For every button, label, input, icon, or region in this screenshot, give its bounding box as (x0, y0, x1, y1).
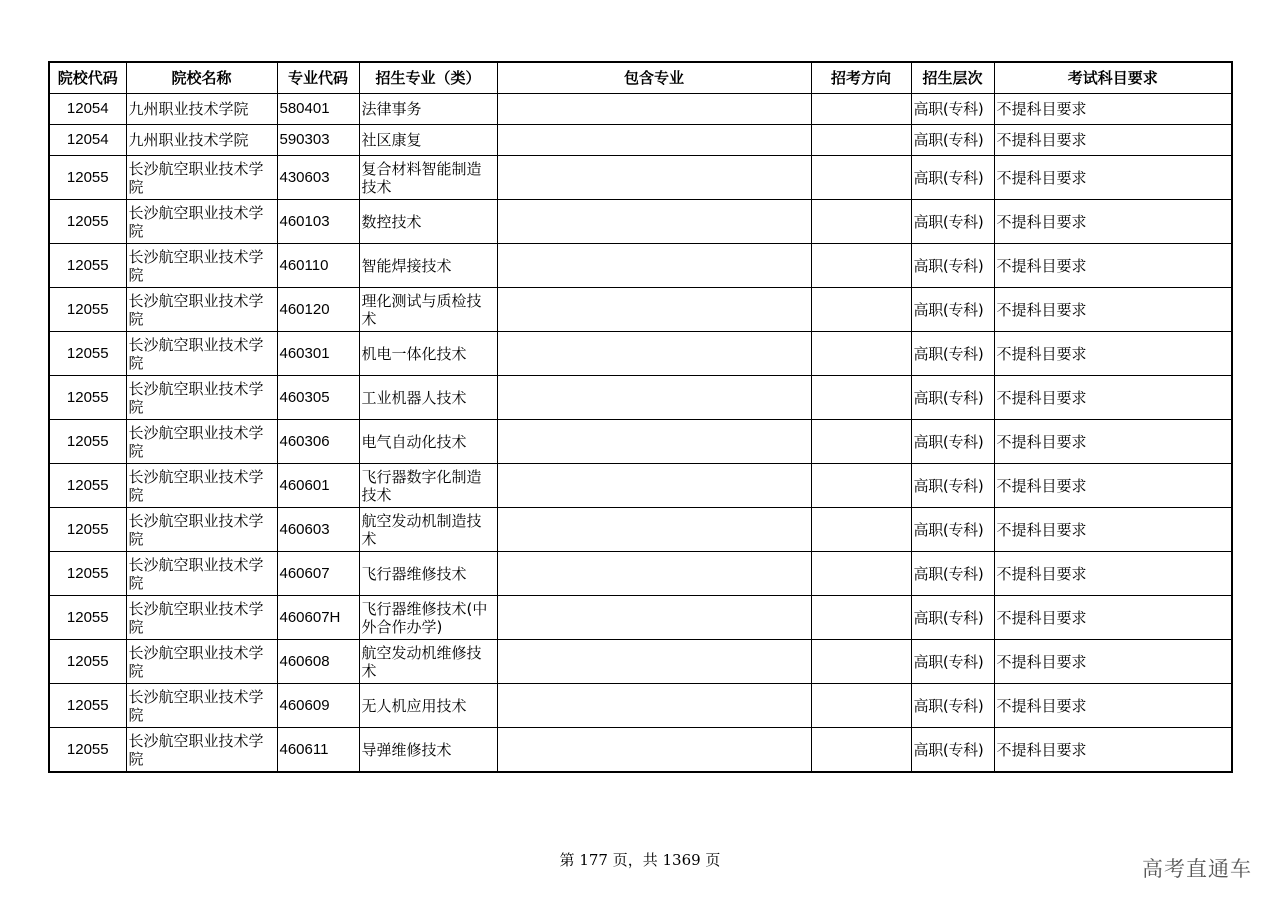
cell-direction (811, 94, 911, 125)
table-row (49, 125, 1232, 156)
cell-school-code: 12055 (49, 376, 126, 420)
cell-included-majors (497, 244, 811, 288)
cell-major: 飞行器维修技术(中外合作办学) (359, 596, 497, 640)
cell-exam-requirement: 不提科目要求 (994, 640, 1232, 684)
table-row (49, 244, 1232, 288)
cell-major-code: 460608 (277, 640, 359, 684)
cell-exam-requirement: 不提科目要求 (994, 332, 1232, 376)
header-major: 招生专业（类） (359, 62, 497, 94)
cell-direction (811, 376, 911, 420)
cell-school-code: 12055 (49, 288, 126, 332)
cell-major: 法律事务 (359, 94, 497, 125)
cell-major-code: 460306 (277, 420, 359, 464)
cell-exam-requirement: 不提科目要求 (994, 200, 1232, 244)
table-row (49, 200, 1232, 244)
cell-level: 高职(专科) (911, 332, 994, 376)
cell-major-code: 460103 (277, 200, 359, 244)
header-school-code: 院校代码 (49, 62, 126, 94)
cell-level: 高职(专科) (911, 464, 994, 508)
table-row (49, 508, 1232, 552)
cell-school-code: 12055 (49, 332, 126, 376)
cell-school-name: 长沙航空职业技术学院 (126, 420, 277, 464)
table-row (49, 728, 1232, 773)
cell-school-name: 长沙航空职业技术学院 (126, 684, 277, 728)
cell-exam-requirement: 不提科目要求 (994, 596, 1232, 640)
cell-included-majors (497, 420, 811, 464)
cell-school-code: 12055 (49, 728, 126, 773)
cell-level: 高职(专科) (911, 508, 994, 552)
cell-level: 高职(专科) (911, 125, 994, 156)
cell-direction (811, 244, 911, 288)
cell-major: 航空发动机制造技术 (359, 508, 497, 552)
cell-level: 高职(专科) (911, 596, 994, 640)
table-row (49, 552, 1232, 596)
cell-major-code: 460120 (277, 288, 359, 332)
cell-school-code: 12055 (49, 596, 126, 640)
header-major-code: 专业代码 (277, 62, 359, 94)
cell-school-name: 长沙航空职业技术学院 (126, 244, 277, 288)
cell-exam-requirement: 不提科目要求 (994, 125, 1232, 156)
cell-exam-requirement: 不提科目要求 (994, 288, 1232, 332)
cell-level: 高职(专科) (911, 244, 994, 288)
watermark: 高考直通车 (1142, 857, 1252, 881)
cell-included-majors (497, 640, 811, 684)
cell-major: 飞行器维修技术 (359, 552, 497, 596)
table-body (49, 94, 1232, 773)
cell-major-code: 460601 (277, 464, 359, 508)
header-row (49, 62, 1232, 94)
cell-level: 高职(专科) (911, 200, 994, 244)
cell-school-code: 12055 (49, 508, 126, 552)
table-row (49, 464, 1232, 508)
header-school-name: 院校名称 (126, 62, 277, 94)
cell-school-name: 长沙航空职业技术学院 (126, 596, 277, 640)
cell-school-code: 12055 (49, 552, 126, 596)
page-number: 第 177 页，共 1369 页 (559, 851, 721, 869)
cell-major-code: 460609 (277, 684, 359, 728)
cell-direction (811, 288, 911, 332)
cell-major: 数控技术 (359, 200, 497, 244)
cell-exam-requirement: 不提科目要求 (994, 464, 1232, 508)
cell-included-majors (497, 464, 811, 508)
cell-major-code: 460607H (277, 596, 359, 640)
cell-school-code: 12055 (49, 640, 126, 684)
cell-exam-requirement: 不提科目要求 (994, 728, 1232, 773)
cell-exam-requirement: 不提科目要求 (994, 156, 1232, 200)
cell-school-code: 12055 (49, 156, 126, 200)
cell-school-name: 长沙航空职业技术学院 (126, 288, 277, 332)
cell-school-code: 12054 (49, 125, 126, 156)
cell-major: 社区康复 (359, 125, 497, 156)
table-row (49, 640, 1232, 684)
cell-direction (811, 596, 911, 640)
cell-major-code: 590303 (277, 125, 359, 156)
table-row (49, 288, 1232, 332)
cell-included-majors (497, 288, 811, 332)
cell-major-code: 460607 (277, 552, 359, 596)
cell-direction (811, 332, 911, 376)
cell-major-code: 580401 (277, 94, 359, 125)
table-row (49, 156, 1232, 200)
cell-major: 复合材料智能制造技术 (359, 156, 497, 200)
cell-school-name: 长沙航空职业技术学院 (126, 156, 277, 200)
cell-exam-requirement: 不提科目要求 (994, 244, 1232, 288)
cell-exam-requirement: 不提科目要求 (994, 684, 1232, 728)
cell-level: 高职(专科) (911, 94, 994, 125)
cell-exam-requirement: 不提科目要求 (994, 420, 1232, 464)
cell-school-name: 长沙航空职业技术学院 (126, 376, 277, 420)
cell-major-code: 460611 (277, 728, 359, 773)
cell-level: 高职(专科) (911, 420, 994, 464)
table-row (49, 684, 1232, 728)
table-row (49, 420, 1232, 464)
cell-level: 高职(专科) (911, 552, 994, 596)
cell-major: 工业机器人技术 (359, 376, 497, 420)
cell-school-code: 12055 (49, 684, 126, 728)
cell-exam-requirement: 不提科目要求 (994, 94, 1232, 125)
table-row (49, 332, 1232, 376)
cell-major-code: 460301 (277, 332, 359, 376)
cell-major-code: 430603 (277, 156, 359, 200)
cell-included-majors (497, 728, 811, 773)
cell-major-code: 460110 (277, 244, 359, 288)
cell-direction (811, 728, 911, 773)
cell-exam-requirement: 不提科目要求 (994, 376, 1232, 420)
cell-school-name: 长沙航空职业技术学院 (126, 200, 277, 244)
cell-major: 航空发动机维修技术 (359, 640, 497, 684)
cell-school-name: 长沙航空职业技术学院 (126, 464, 277, 508)
cell-included-majors (497, 376, 811, 420)
cell-included-majors (497, 508, 811, 552)
cell-direction (811, 640, 911, 684)
cell-included-majors (497, 332, 811, 376)
cell-school-name: 九州职业技术学院 (126, 125, 277, 156)
header-exam-requirement: 考试科目要求 (994, 62, 1232, 94)
cell-major: 飞行器数字化制造技术 (359, 464, 497, 508)
cell-major-code: 460603 (277, 508, 359, 552)
cell-school-code: 12055 (49, 200, 126, 244)
cell-level: 高职(专科) (911, 376, 994, 420)
cell-school-name: 长沙航空职业技术学院 (126, 552, 277, 596)
cell-direction (811, 684, 911, 728)
cell-major: 电气自动化技术 (359, 420, 497, 464)
cell-included-majors (497, 94, 811, 125)
cell-school-code: 12055 (49, 244, 126, 288)
table-row (49, 94, 1232, 125)
cell-level: 高职(专科) (911, 288, 994, 332)
cell-level: 高职(专科) (911, 684, 994, 728)
header-level: 招生层次 (911, 62, 994, 94)
cell-school-code: 12055 (49, 420, 126, 464)
cell-included-majors (497, 125, 811, 156)
cell-included-majors (497, 156, 811, 200)
cell-major: 智能焊接技术 (359, 244, 497, 288)
cell-included-majors (497, 684, 811, 728)
cell-major: 无人机应用技术 (359, 684, 497, 728)
cell-direction (811, 464, 911, 508)
header-direction: 招考方向 (811, 62, 911, 94)
cell-major: 理化测试与质检技术 (359, 288, 497, 332)
cell-direction (811, 200, 911, 244)
cell-direction (811, 156, 911, 200)
cell-exam-requirement: 不提科目要求 (994, 552, 1232, 596)
cell-direction (811, 420, 911, 464)
cell-exam-requirement: 不提科目要求 (994, 508, 1232, 552)
cell-school-name: 长沙航空职业技术学院 (126, 508, 277, 552)
cell-major-code: 460305 (277, 376, 359, 420)
cell-direction (811, 508, 911, 552)
table-row (49, 596, 1232, 640)
table-row (49, 376, 1232, 420)
cell-direction (811, 125, 911, 156)
cell-direction (811, 552, 911, 596)
cell-major: 机电一体化技术 (359, 332, 497, 376)
cell-included-majors (497, 200, 811, 244)
cell-level: 高职(专科) (911, 156, 994, 200)
cell-school-code: 12054 (49, 94, 126, 125)
cell-level: 高职(专科) (911, 728, 994, 773)
cell-major: 导弹维修技术 (359, 728, 497, 773)
admissions-table (48, 61, 1233, 773)
cell-school-name: 长沙航空职业技术学院 (126, 332, 277, 376)
cell-school-name: 长沙航空职业技术学院 (126, 728, 277, 773)
cell-included-majors (497, 596, 811, 640)
cell-school-name: 长沙航空职业技术学院 (126, 640, 277, 684)
header-included-majors: 包含专业 (497, 62, 811, 94)
cell-school-code: 12055 (49, 464, 126, 508)
cell-level: 高职(专科) (911, 640, 994, 684)
cell-school-name: 九州职业技术学院 (126, 94, 277, 125)
cell-included-majors (497, 552, 811, 596)
